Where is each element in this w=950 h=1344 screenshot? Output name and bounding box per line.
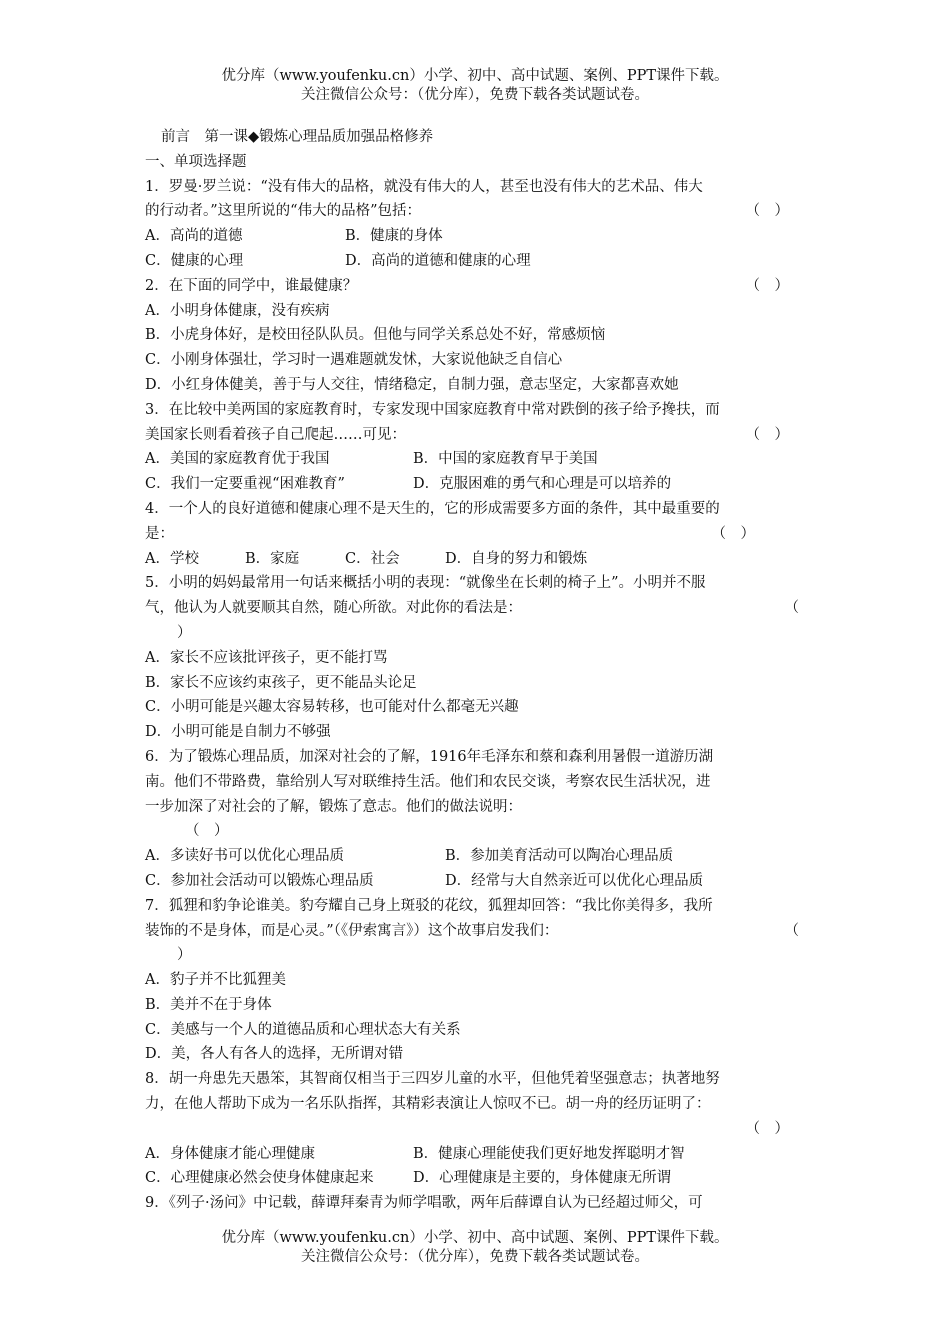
- answer-bracket: （ ）: [711, 525, 755, 542]
- option-b: B．家长不应该约束孩子，更不能品头论足: [145, 674, 417, 691]
- option-d: D．小红身体健美，善于与人交往，情绪稳定，自制力强，意志坚定，大家都喜欢她: [145, 376, 679, 393]
- question-6-stem: 6．为了锻炼心理品质，加深对社会的了解，1916年毛泽东和蔡和森利用暑假一道游历湖: [145, 748, 714, 765]
- question-5-stem-text: 气，他认为人就要顺其自然，随心所欲。对此你的看法是：: [145, 600, 522, 617]
- question-8-stem-cont: 力，在他人帮助下成为一名乐队指挥，其精彩表演让人惊叹不已。胡一舟的经历证明了：: [145, 1096, 711, 1113]
- option-d: D．自身的努力和锻炼: [445, 550, 588, 567]
- answer-bracket: （ ）: [745, 1120, 789, 1137]
- option-c: C．社会: [345, 550, 400, 567]
- question-3-options-ab: [145, 447, 807, 472]
- option-a: A．小明身体健康，没有疾病: [145, 302, 330, 319]
- question-4-stem: 4．一个人的良好道德和健康心理不是天生的，它的形成需要多方面的条件，其中最重要的: [145, 500, 720, 517]
- question-1-options-cd: [145, 249, 807, 274]
- option-a: A．高尚的道德: [145, 228, 243, 245]
- option-c: C．健康的心理: [145, 252, 244, 269]
- option-d: D．经常与大自然亲近可以优化心理品质: [445, 872, 704, 889]
- question-7-stem-text: 装饰的不是身体，而是心灵。”（《伊索寓言》）这个故事启发我们：: [145, 922, 559, 939]
- footer-line-1: 优分库（www.youfenku.cn）小学、初中、高中试题、案例、PPT课件下载。: [221, 1230, 729, 1246]
- option-d: D．克服困难的勇气和心理是可以培养的: [413, 476, 672, 493]
- question-8-options-ab: [145, 1142, 807, 1167]
- header-line-2: 关注微信公众号：（优分库），免费下载各类试题试卷。: [301, 87, 649, 103]
- answer-bracket: （ ）: [185, 823, 229, 840]
- question-8-options-cd: [145, 1166, 807, 1191]
- answer-bracket-close: ）: [177, 624, 192, 641]
- option-b: B．家庭: [245, 550, 300, 567]
- question-2-stem-text: 2．在下面的同学中，谁最健康？: [145, 277, 358, 294]
- question-4-stem-text: 是：: [145, 525, 174, 542]
- question-5-stem-cont: [145, 596, 807, 621]
- question-8-stem: 8．胡一舟患先天愚笨，其智商仅相当于三四岁儿童的水平，但他凭着坚强意志；执著地努: [145, 1071, 720, 1088]
- option-c: C．参加社会活动可以锻炼心理品质: [145, 872, 374, 889]
- question-4-stem-cont: [145, 522, 807, 547]
- option-a: A．多读好书可以优化心理品质: [145, 848, 344, 865]
- option-b: B．健康的身体: [345, 228, 443, 245]
- option-b: B．美并不在于身体: [145, 996, 272, 1013]
- question-1-stem-text: 的行动者。”这里所说的“伟大的品格”包括：: [145, 203, 421, 220]
- option-a: A．家长不应该批评孩子，更不能打骂: [145, 649, 388, 666]
- document-body: [145, 125, 807, 1216]
- answer-bracket: （ ）: [745, 277, 789, 294]
- option-b: B．参加美育活动可以陶冶心理品质: [445, 848, 674, 865]
- question-6-options-ab: [145, 844, 807, 869]
- option-d: D．高尚的道德和健康的心理: [345, 252, 531, 269]
- option-c: C．心理健康必然会使身体健康起来: [145, 1170, 374, 1187]
- question-3-stem: 3．在比较中美两国的家庭教育时，专家发现中国家庭教育中常对跌倒的孩子给予搀扶，而: [145, 401, 720, 418]
- option-b: B．中国的家庭教育早于美国: [413, 451, 598, 468]
- question-1-stem: 1．罗曼·罗兰说：“没有伟大的品格，就没有伟大的人，甚至也没有伟大的艺术品、伟大: [145, 178, 703, 195]
- question-8-bracket-line: [145, 1117, 807, 1142]
- option-a: A．身体健康才能心理健康: [145, 1145, 315, 1162]
- option-c: C．美感与一个人的道德品质和心理状态大有关系: [145, 1021, 461, 1038]
- answer-bracket: （ ）: [745, 426, 789, 443]
- option-c: C．小刚身体强壮，学习时一遇难题就发怵，大家说他缺乏自信心: [145, 352, 563, 369]
- answer-bracket: （ ）: [745, 203, 789, 220]
- answer-bracket-close: ）: [177, 947, 192, 964]
- question-5-stem: 5．小明的妈妈最常用一句话来概括小明的表现：“就像坐在长刺的椅子上”。小明并不服: [145, 575, 706, 592]
- question-9-stem: 9．《列子·汤问》中记载，薛谭拜秦青为师学唱歌，两年后薛谭自认为已经超过师父，可: [145, 1195, 703, 1212]
- section-heading: 一、单项选择题: [145, 153, 247, 170]
- question-1-stem-cont: [145, 199, 807, 224]
- footer-line-2: 关注微信公众号：（优分库），免费下载各类试题试卷。: [301, 1249, 649, 1265]
- option-d: D．小明可能是自制力不够强: [145, 724, 331, 741]
- question-6-stem-cont: 南。他们不带路费，靠给别人写对联维持生活。他们和农民交谈，考察农民生活状况，进: [145, 773, 711, 790]
- page-footer: [0, 1229, 950, 1267]
- option-a: A．学校: [145, 550, 199, 567]
- question-4-options: [145, 547, 807, 572]
- question-3-options-cd: [145, 472, 807, 497]
- question-1-options-ab: [145, 224, 807, 249]
- question-6-options-cd: [145, 869, 807, 894]
- lesson-title: 前言 第一课◆锻炼心理品质加强品格修养: [161, 129, 434, 145]
- question-7-stem: 7．狐狸和豹争论谁美。豹夸耀自己身上斑驳的花纹，狐狸却回答：“我比你美得多，我所: [145, 897, 713, 914]
- question-7-stem-cont: [145, 919, 807, 944]
- answer-bracket-open: （: [784, 922, 799, 939]
- option-b: B．健康心理能使我们更好地发挥聪明才智: [413, 1145, 685, 1162]
- question-3-stem-text: 美国家长则看着孩子自己爬起……可见：: [145, 426, 406, 443]
- option-d: D．美，各人有各人的选择，无所谓对错: [145, 1046, 404, 1063]
- option-a: A．豹子并不比狐狸美: [145, 972, 286, 989]
- question-3-stem-cont: [145, 423, 807, 448]
- option-d: D．心理健康是主要的，身体健康无所谓: [413, 1170, 672, 1187]
- option-c: C．我们一定要重视“困难教育”: [145, 476, 345, 493]
- header-line-1: 优分库（www.youfenku.cn）小学、初中、高中试题、案例、PPT课件下载。: [221, 68, 729, 84]
- answer-bracket-open: （: [784, 600, 799, 617]
- question-2-stem: [145, 274, 807, 299]
- option-a: A．美国的家庭教育优于我国: [145, 451, 330, 468]
- page-header: [0, 67, 950, 105]
- option-c: C．小明可能是兴趣太容易转移，也可能对什么都毫无兴趣: [145, 699, 519, 716]
- question-6-stem-cont: 一步加深了对社会的了解，锻炼了意志。他们的做法说明：: [145, 798, 522, 815]
- option-b: B．小虎身体好，是校田径队队员。但他与同学关系总处不好，常感烦恼: [145, 327, 606, 344]
